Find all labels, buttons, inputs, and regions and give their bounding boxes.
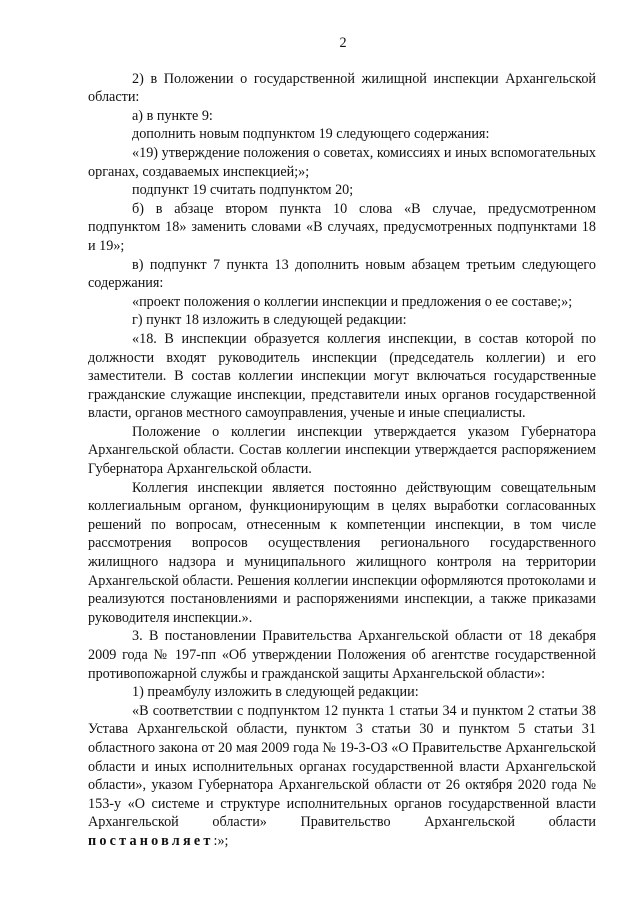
paragraph-preamble: 1) преамбулу изложить в следующей редакции: bbox=[132, 684, 419, 701]
paragraph-a: а) в пункте 9: bbox=[132, 107, 213, 124]
paragraph-add-subpoint: дополнить новым подпунктом 19 следующего содержания: bbox=[132, 126, 490, 143]
paragraph-b: б) в абзаце втором пункта 10 слова «В случае, предусмотренном подпунктом 18» заменить словами «В случаях, предусмотренных подпунктами 18 и 19»; bbox=[88, 200, 596, 254]
paragraph-v: в) подпункт 7 пункта 13 дополнить новым абзацем третьим следующего содержания: bbox=[88, 256, 596, 292]
preamble-ending: :»; bbox=[213, 832, 229, 849]
paragraph-g: г) пункт 18 изложить в следующей редакции: bbox=[132, 312, 407, 329]
paragraph-3-resolution: 3. В постановлении Правительства Архангельской области от 18 декабря 2009 года № 197-пп «Об утверждении Положения об агентстве государственной противопожарной службы и гражданской защиты Архангельской области»: bbox=[88, 628, 596, 682]
resolves-word: постановляет bbox=[88, 832, 214, 849]
paragraph-point-18: «18. В инспекции образуется коллегия инспекции, в состав которой по должности входят руководитель инспекции (председатель коллегии) и его заместители. В состав коллегии инспекции могут включаться государственные гражданские служащие инспекции, представители иных органов государственной власти, органов местного самоуправления, ученые и иные специалисты. bbox=[88, 330, 596, 422]
paragraph-2-heading: 2) в Положении о государственной жилищной инспекции Архангельской области: bbox=[88, 70, 596, 106]
paragraph-collegium-statute: Положение о коллегии инспекции утверждается указом Губернатора Архангельской области. Состав коллегии инспекции утверждается распоряжением Губернатора Архангельской области. bbox=[88, 423, 596, 478]
page-number: 2 bbox=[339, 35, 347, 51]
paragraph-collegium-role: Коллегия инспекции является постоянно действующим совещательным коллегиальным органом, функционирующим в целях выработки согласованных решений по вопросам, отнесенным к компетенции инспекции, в том числе рассмотрения вопросов осуществления регионального государственного жилищного надзора и муниципального жилищного контроля на территории Архангельской области. Решения коллегии инспекции оформляются протоколами и реализуются постановлениями и распоряжениями инспекции, а также приказами руководителя инспекции.». bbox=[88, 479, 596, 626]
paragraph-preamble-text bbox=[88, 702, 596, 851]
paragraph-collegium-draft: «проект положения о коллегии инспекции и предложения о ее составе;»; bbox=[132, 293, 573, 310]
preamble-text: «В соответствии с подпунктом 12 пункта 1 статьи 34 и пунктом 2 статьи 38 Устава Архангельской области, пунктом 3 статьи 30 и пунктом 5 статьи 31 областного закона от 20 мая 2009 года № 19-3-ОЗ «О Правительстве Архангельской области и иных исполнительных органах государственной власти Архангельской области», указом Губернатора Архангельской области от 26 октября 2020 года № 153-у «О системе и структуре исполнительных органов государственной власти Архангельской области» Правительство Архангельской области bbox=[88, 702, 596, 831]
paragraph-renumber: подпункт 19 считать подпунктом 20; bbox=[132, 182, 354, 199]
paragraph-subpoint-19: «19) утверждение положения о советах, комиссиях и иных вспомогательных органах, создаваемых инспекцией;»; bbox=[88, 144, 596, 180]
